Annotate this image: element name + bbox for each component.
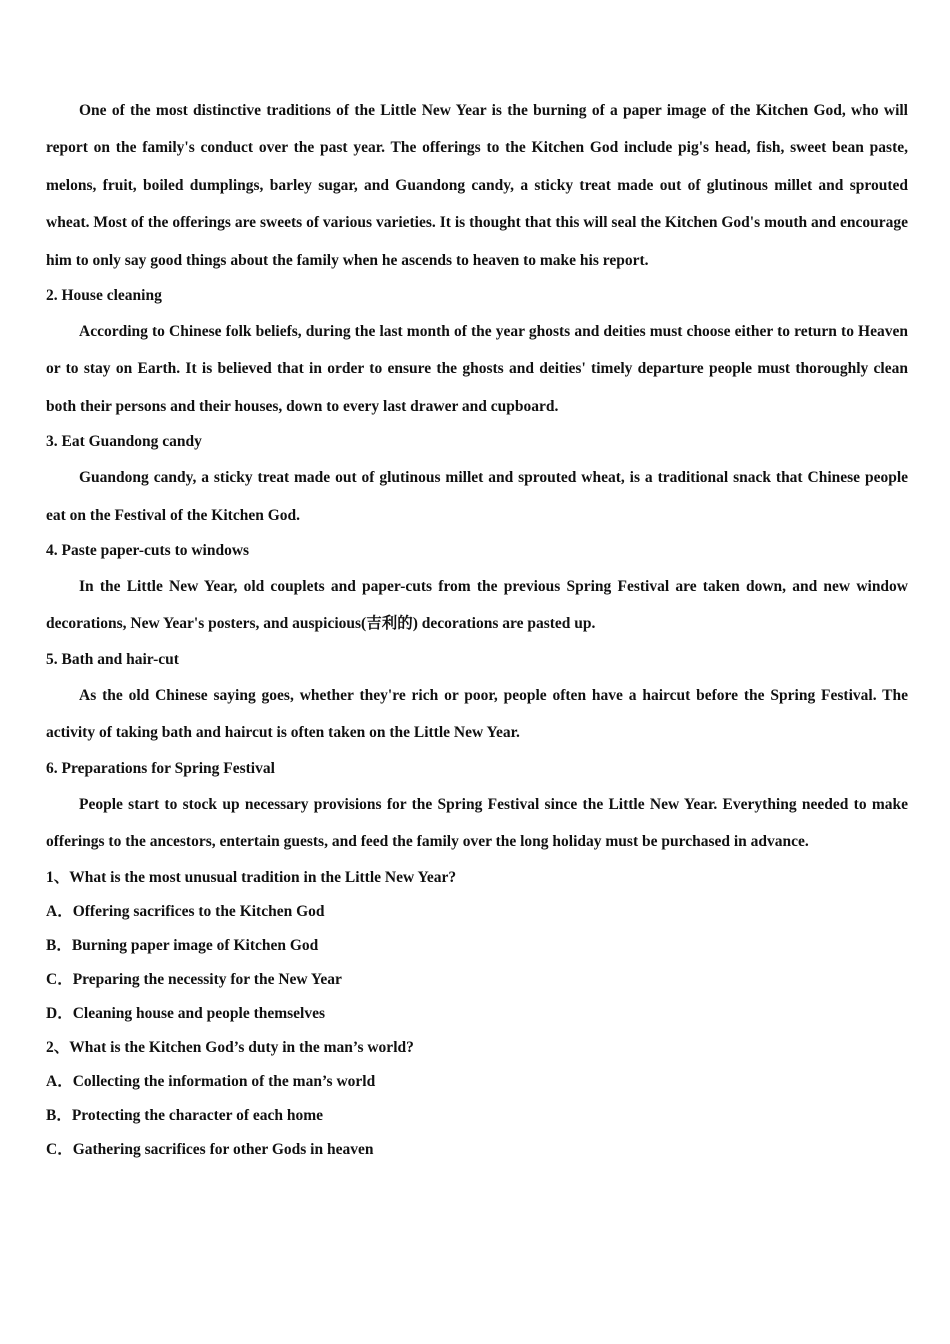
section-body: According to Chinese folk beliefs, during the last month of the year ghosts and deities must choose either to return to Heaven or to stay on Earth. It is believed that in order to ensure the ghosts and deities' timely departure people must thoroughly clean both their persons and their houses, down to every last drawer and cupboard.	[46, 323, 908, 415]
section-heading: 2. House cleaning	[46, 287, 162, 305]
section-preparations	[46, 752, 908, 861]
section-heading: 3. Eat Guandong candy	[46, 433, 202, 451]
question-2	[46, 1031, 908, 1167]
section-guandong-candy	[46, 425, 908, 534]
section-body: In the Little New Year, old couplets and paper-cuts from the previous Spring Festival are taken down, and new window decorations, New Year's posters, and auspicious(吉利的) decorations are pasted up.	[46, 578, 908, 633]
answer-option-b[interactable]: B．Burning paper image of Kitchen God	[46, 936, 319, 954]
section-heading: 6. Preparations for Spring Festival	[46, 759, 275, 777]
question-1	[46, 861, 908, 1031]
answer-option-a[interactable]: A．Collecting the information of the man’s world	[46, 1072, 376, 1090]
answer-option-d[interactable]: D．Cleaning house and people themselves	[46, 1004, 326, 1022]
section-body: People start to stock up necessary provisions for the Spring Festival since the Little New Year. Everything needed to make offerings to the ancestors, entertain guests, and feed the family over the long holiday must be purchased in advance.	[46, 795, 908, 851]
answer-option-a[interactable]: A．Offering sacrifices to the Kitchen God	[46, 902, 325, 920]
question-prompt: 1、What is the most unusual tradition in the Little New Year?	[46, 868, 457, 886]
section-bath-haircut	[46, 643, 908, 752]
answer-option-c[interactable]: C．Gathering sacrifices for other Gods in heaven	[46, 1140, 374, 1158]
section-body: As the old Chinese saying goes, whether they're rich or poor, people often have a haircut before the Spring Festival. The activity of taking bath and haircut is often taken on the Little New Year.	[46, 686, 908, 742]
intro-paragraph: One of the most distinctive traditions of the Little New Year is the burning of a paper image of the Kitchen God, who will report on the family's conduct over the past year. The offerings to the Kitchen God include pig's head, fish, sweet bean paste, melons, fruit, boiled dumplings, barley sugar, and Guandong candy, a sticky treat made out of glutinous millet and sprouted wheat. Most of the offerings are sweets of various varieties. It is thought that this will seal the Kitchen God's mouth and encourage him to only say good things about the family when he ascends to heaven to make his report.	[46, 102, 908, 269]
section-heading: 5. Bath and hair-cut	[46, 650, 179, 668]
section-body: Guandong candy, a sticky treat made out of glutinous millet and sprouted wheat, is a traditional snack that Chinese people eat on the Festival of the Kitchen God.	[46, 469, 908, 524]
section-heading: 4. Paste paper-cuts to windows	[46, 542, 250, 560]
section-paper-cuts	[46, 534, 908, 643]
section-house-cleaning	[46, 279, 908, 425]
document-page	[46, 92, 908, 1167]
question-prompt: 2、What is the Kitchen God’s duty in the man’s world?	[46, 1038, 414, 1056]
answer-option-c[interactable]: C．Preparing the necessity for the New Year	[46, 970, 342, 988]
answer-option-b[interactable]: B．Protecting the character of each home	[46, 1106, 324, 1124]
